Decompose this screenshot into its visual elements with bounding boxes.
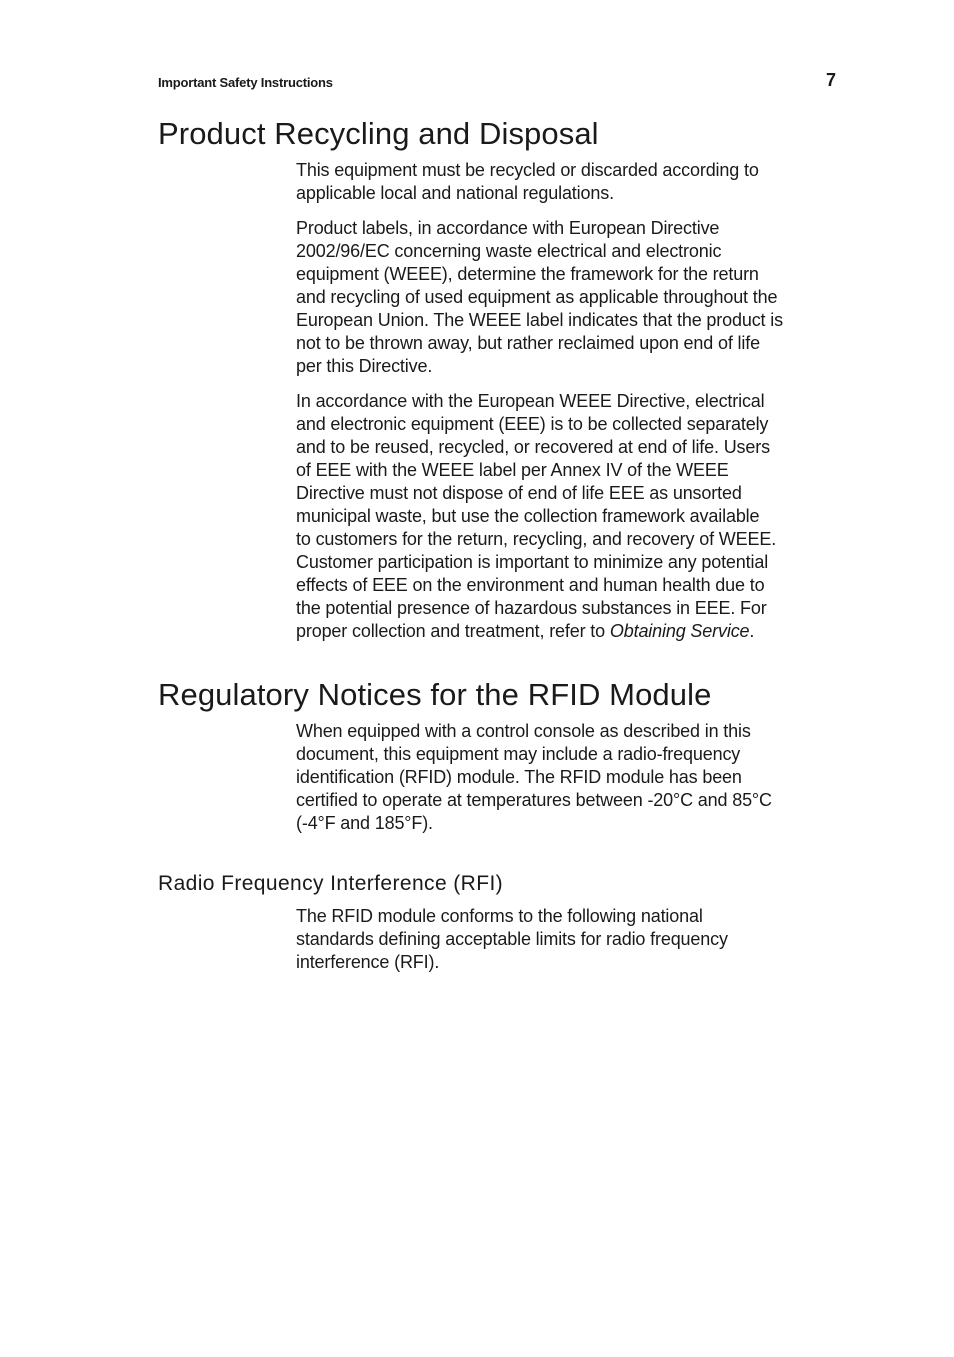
text-line: standards defining acceptable limits for radio frequency bbox=[296, 929, 728, 949]
text-line: identification (RFID) module. The RFID module has been bbox=[296, 767, 742, 787]
text-line: municipal waste, but use the collection framework available bbox=[296, 506, 760, 526]
text-line: and electronic equipment (EEE) is to be collected separately bbox=[296, 414, 769, 434]
text-line: effects of EEE on the environment and human health due to bbox=[296, 575, 765, 595]
rfi-body bbox=[296, 905, 836, 986]
text-line: and recycling of used equipment as applicable throughout the bbox=[296, 287, 778, 307]
text-line: certified to operate at temperatures between -20°C and 85°C bbox=[296, 790, 772, 810]
recycling-paragraph-2 bbox=[296, 217, 836, 378]
text-line: (-4°F and 185°F). bbox=[296, 813, 433, 833]
running-header: Important Safety Instructions bbox=[158, 75, 333, 90]
obtaining-service-reference: Obtaining Service bbox=[609, 621, 750, 641]
text-line: applicable local and national regulations. bbox=[296, 183, 614, 203]
text-line: Customer participation is important to minimize any potential bbox=[296, 552, 769, 572]
text-line: not to be thrown away, but rather reclaimed upon end of life bbox=[296, 333, 760, 353]
text-line: European Union. The WEEE label indicates that the product is bbox=[296, 310, 783, 330]
text-fragment: proper collection and treatment, refer to bbox=[296, 621, 610, 641]
text-line: the potential presence of hazardous substances in EEE. For bbox=[296, 598, 767, 618]
text-line: Product labels, in accordance with European Directive bbox=[296, 218, 720, 238]
text-line bbox=[296, 620, 836, 643]
heading-rfid-regulatory: Regulatory Notices for the RFID Module bbox=[158, 677, 712, 712]
text-line: and to be reused, recycled, or recovered at end of life. Users bbox=[296, 437, 770, 457]
rfid-paragraph-1 bbox=[296, 720, 836, 835]
text-line: This equipment must be recycled or discarded according to bbox=[296, 160, 759, 180]
text-line: interference (RFI). bbox=[296, 952, 440, 972]
text-line: In accordance with the European WEEE Directive, electrical bbox=[296, 391, 765, 411]
text-line: equipment (WEEE), determine the framework for the return bbox=[296, 264, 759, 284]
text-fragment: . bbox=[749, 621, 755, 641]
text-line: document, this equipment may include a radio-frequency bbox=[296, 744, 741, 764]
text-line: The RFID module conforms to the following national bbox=[296, 906, 703, 926]
text-line: per this Directive. bbox=[296, 356, 433, 376]
text-line: When equipped with a control console as described in this bbox=[296, 721, 751, 741]
recycling-paragraph-1 bbox=[296, 159, 836, 205]
rfi-paragraph-1 bbox=[296, 905, 836, 974]
text-line: 2002/96/EC concerning waste electrical and electronic bbox=[296, 241, 722, 261]
recycling-paragraph-3 bbox=[296, 390, 836, 643]
text-line: of EEE with the WEEE label per Annex IV of the WEEE bbox=[296, 460, 729, 480]
heading-product-recycling: Product Recycling and Disposal bbox=[158, 116, 599, 151]
text-line: to customers for the return, recycling, and recovery of WEEE. bbox=[296, 529, 777, 549]
rfid-body bbox=[296, 720, 836, 847]
recycling-body bbox=[296, 159, 836, 655]
page-number: 7 bbox=[825, 70, 836, 90]
text-line: Directive must not dispose of end of life EEE as unsorted bbox=[296, 483, 742, 503]
heading-rfi: Radio Frequency Interference (RFI) bbox=[158, 872, 504, 895]
